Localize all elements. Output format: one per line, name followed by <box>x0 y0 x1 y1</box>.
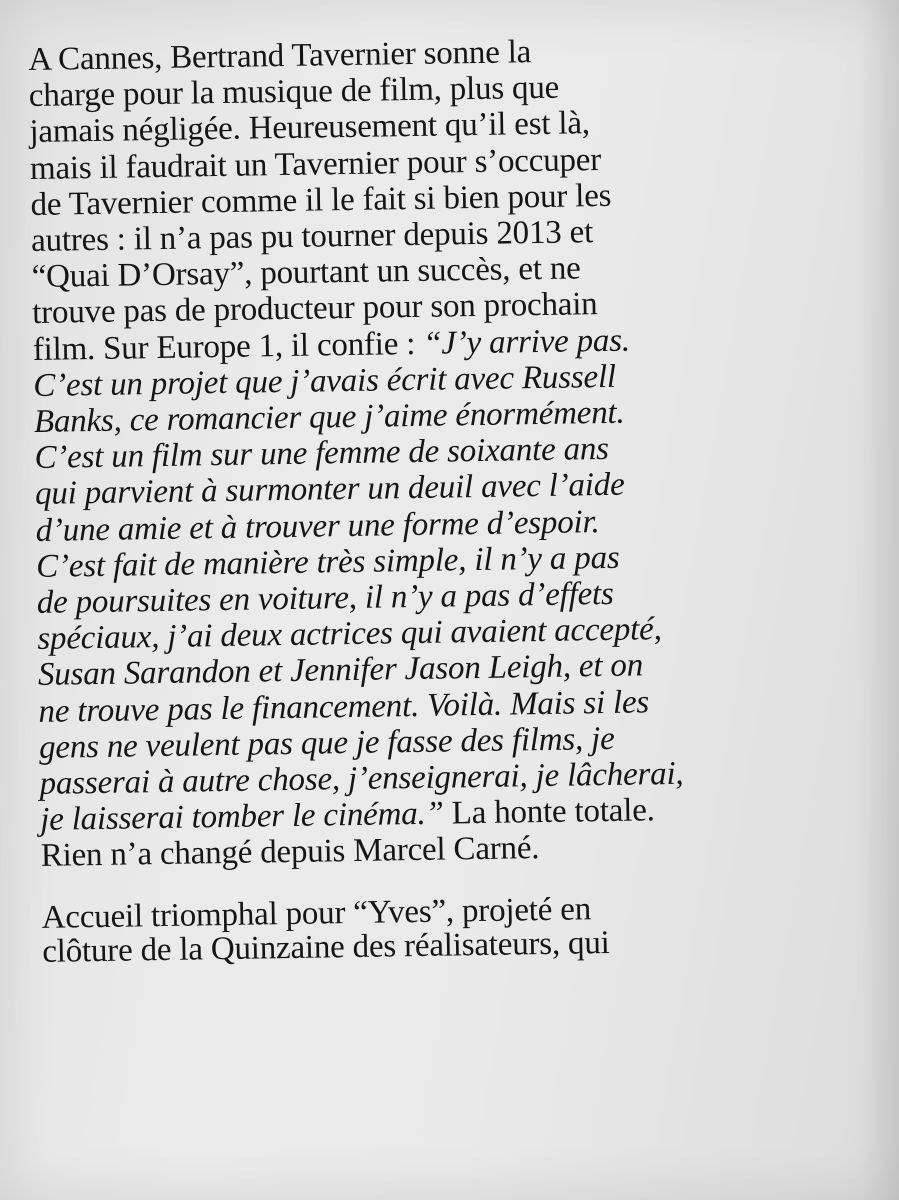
quote-line: gens ne veulent pas que je fasse des films, je <box>38 720 615 766</box>
text-line: autres : il n’a pas pu tourner depuis 2013 et <box>30 214 594 259</box>
text-line: Rien n’a changé depuis Marcel Carné. <box>40 830 540 875</box>
article-paragraph-2 <box>41 888 862 969</box>
text-line: jamais négligée. Heureusement qu’il est là, <box>29 105 591 151</box>
text-line: A Cannes, Bertrand Tavernier sonne la <box>28 34 532 78</box>
text-line: trouve pas de producteur pour son prochain <box>31 286 598 332</box>
text-line: clôture de la Quinzaine des réalisateurs, qui <box>42 924 610 970</box>
text-line: mais il faudrait un Tavernier pour s’occuper <box>29 141 602 187</box>
quote-line: C’est un projet que j’avais écrit avec Russell <box>33 358 617 404</box>
text-segment: film. Sur Europe 1, il confie : <box>32 325 424 368</box>
quote-line: Susan Sarandon et Jennifer Jason Leigh, et on <box>37 647 644 694</box>
article-column <box>28 29 862 968</box>
quote-line: spéciaux, j’ai deux actrices qui avaient accepté, <box>37 611 662 658</box>
quote-line: Banks, ce romancier que j’aime énormément. <box>33 394 625 440</box>
article-paragraph-1 <box>28 29 861 874</box>
text-line: “Quai D’Orsay”, pourtant un succès, et ne <box>31 250 581 296</box>
quote-line: C’est un film sur une femme de soixante ans <box>34 431 610 477</box>
quote-line: d’une amie et à trouver une forme d’espoir. <box>35 503 600 549</box>
quote-line: de poursuites en voiture, il n’y a pas d’effets <box>36 575 614 621</box>
quote-line: C’est fait de manière très simple, il n’y a pas <box>35 539 620 585</box>
quote-line: ne trouve pas le financement. Voilà. Mais si les <box>38 683 650 730</box>
quote-line: passerai à autre chose, j’enseignerai, je lâcherai, <box>39 755 684 802</box>
text-line: Accueil triomphal pour “Yves”, projeté en <box>41 890 592 936</box>
text-line: de Tavernier comme il le fait si bien pour les <box>30 177 612 223</box>
quote-line: qui parvient à surmonter un deuil avec l’aide <box>34 467 625 513</box>
text-segment: La honte totale. <box>443 792 655 832</box>
page-shadow <box>859 0 899 1200</box>
quote-end: je laisserai tomber le cinéma.” <box>39 795 444 839</box>
text-line: charge pour la musique de film, plus que <box>28 69 560 115</box>
quote-start: “J’y arrive pas. <box>422 322 631 362</box>
